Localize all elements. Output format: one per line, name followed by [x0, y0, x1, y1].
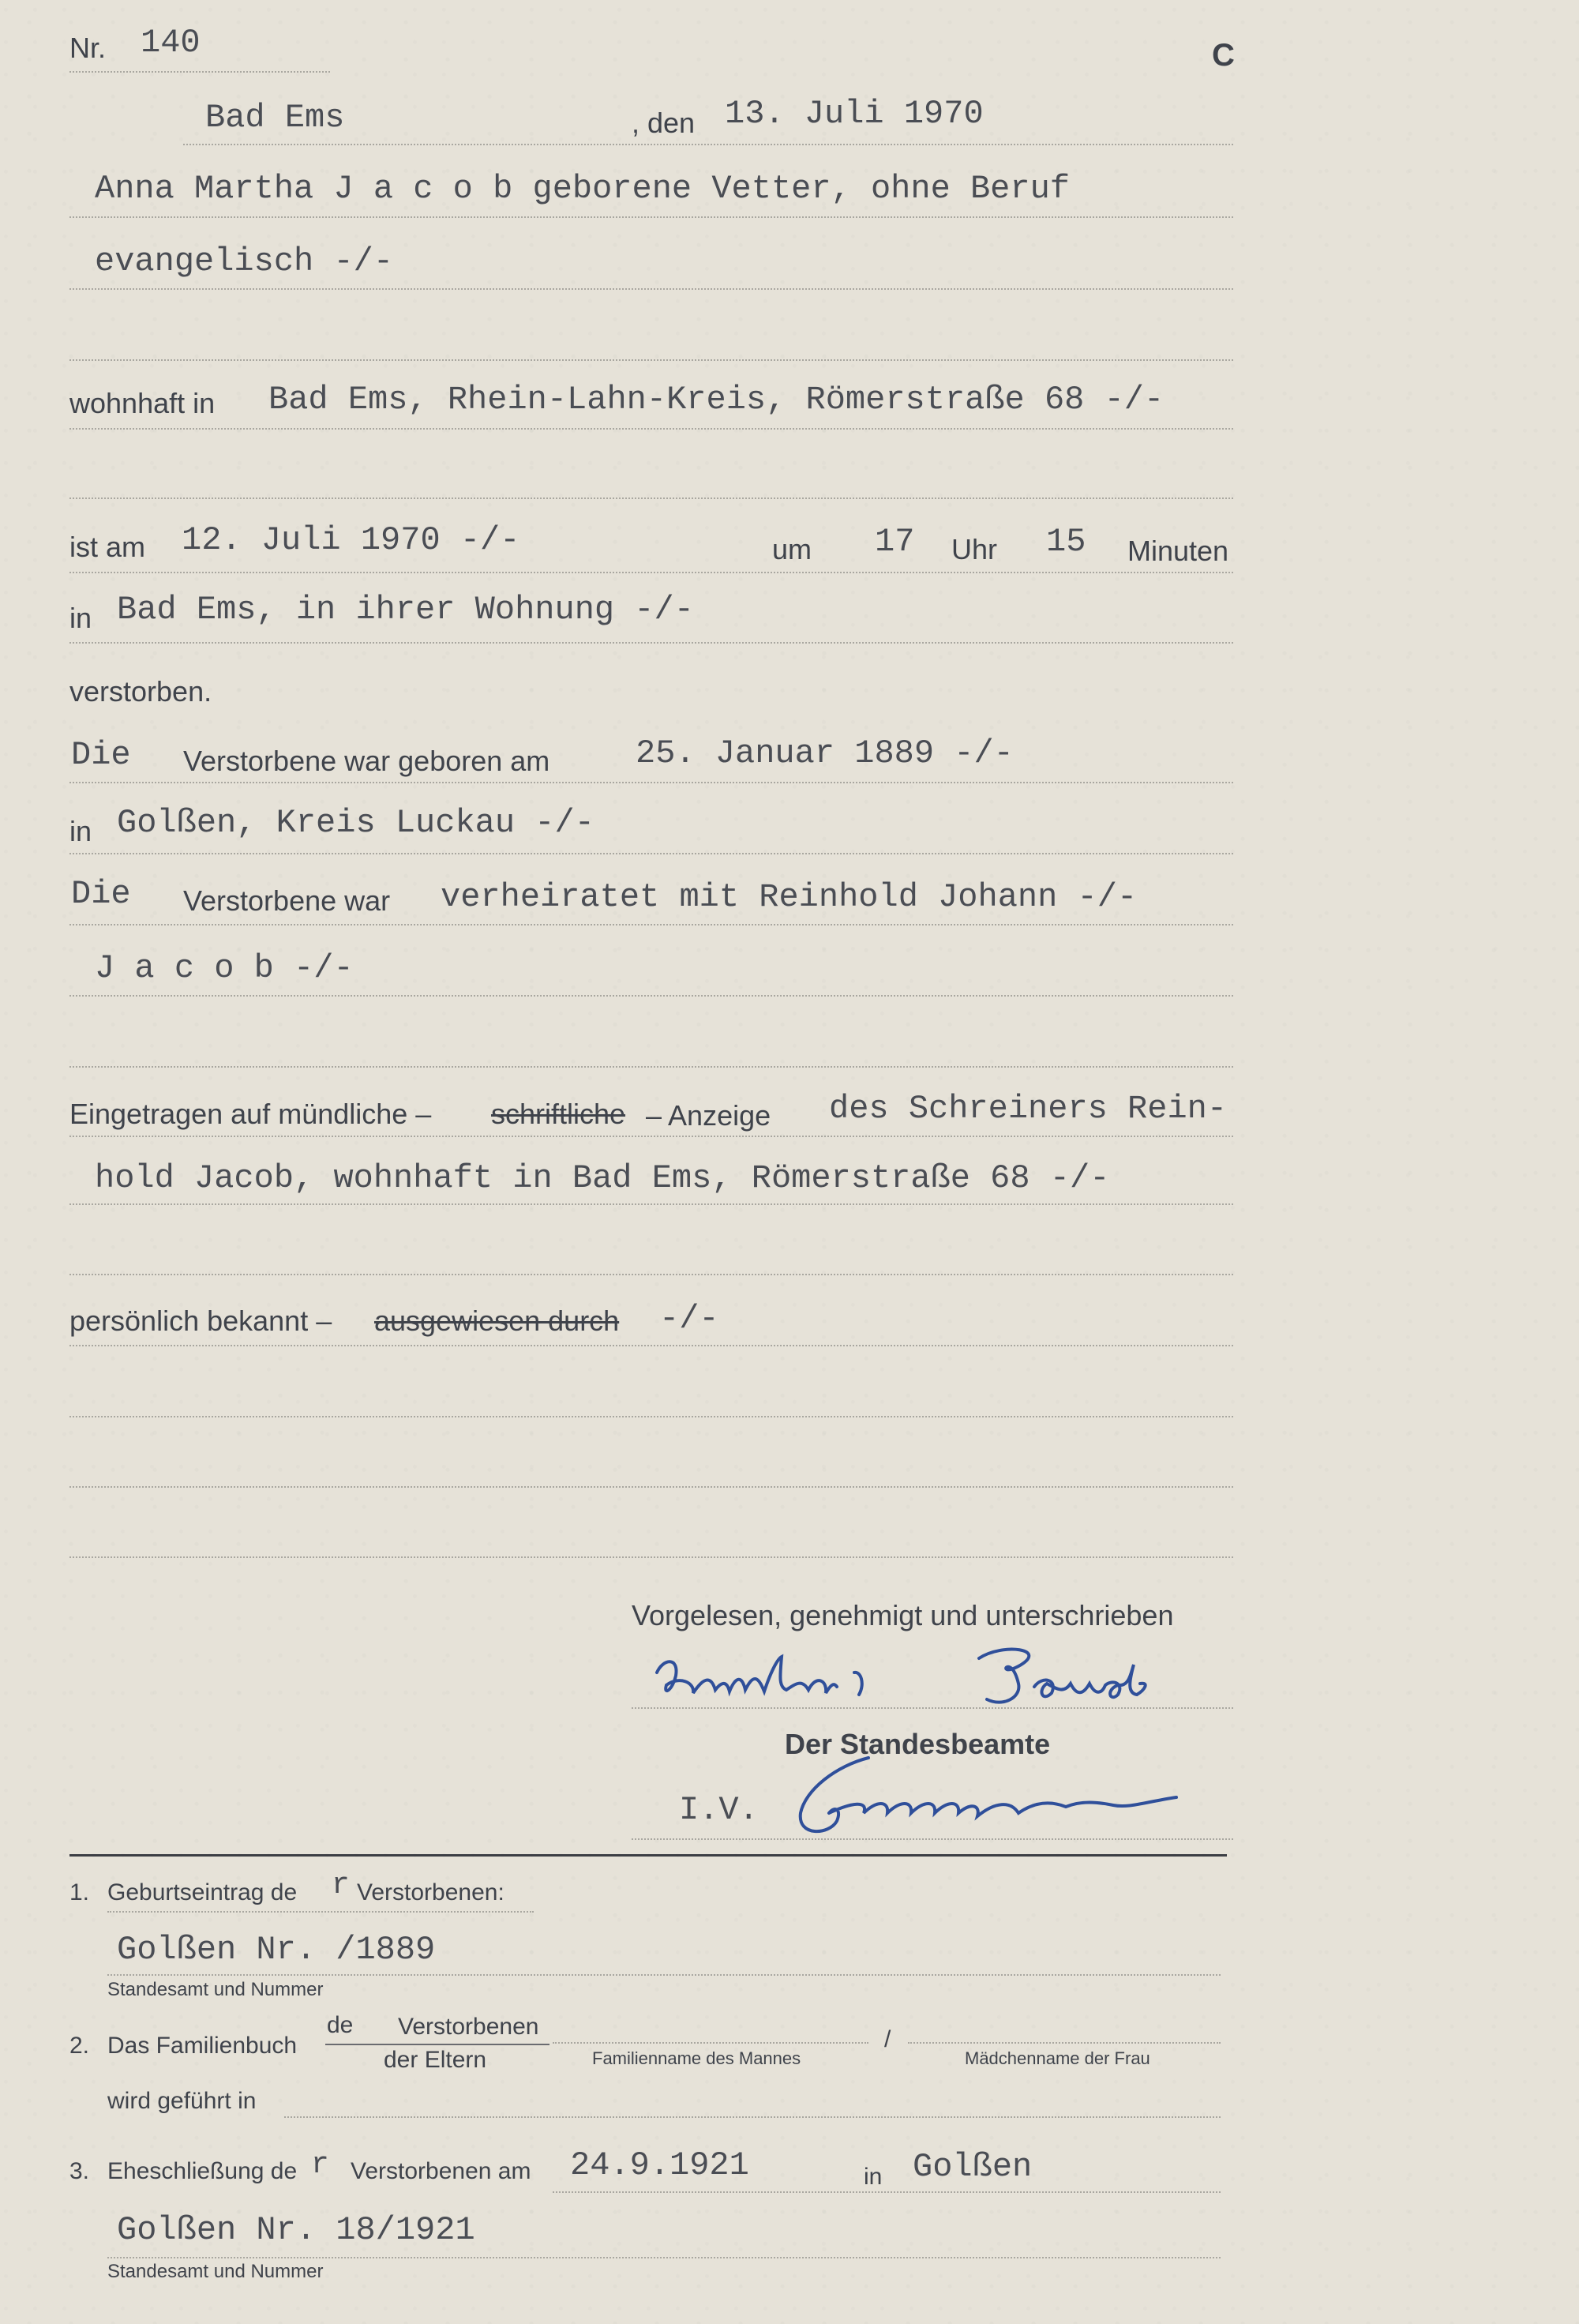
fn3-value: Golßen Nr. 18/1921 — [117, 2211, 475, 2249]
ist-am-label: ist am — [69, 531, 146, 563]
dotted-line — [69, 995, 1233, 997]
place-value: Bad Ems — [205, 99, 345, 137]
dotted-line — [632, 1707, 1233, 1709]
dotted-line — [69, 1066, 1233, 1068]
separator-rule — [69, 1854, 1227, 1857]
fn2-number: 2. — [69, 2033, 90, 2059]
fn1-standesamt-label: Standesamt und Nummer — [107, 1979, 324, 2000]
dotted-line — [69, 288, 1233, 290]
fn2-maedchenname-frau: Mädchenname der Frau — [965, 2048, 1150, 2068]
nr-value: 140 — [141, 24, 201, 62]
death-hour: 17 — [875, 523, 915, 561]
iv-label: I.V. — [679, 1791, 759, 1829]
dotted-line — [69, 428, 1233, 430]
dotted-line — [69, 216, 1233, 218]
dotted-line — [284, 2116, 1221, 2118]
death-minute: 15 — [1046, 523, 1086, 561]
official-label: Der Standesbeamte — [785, 1728, 1051, 1760]
dotted-line — [107, 1974, 1221, 1976]
registration-value-2: hold Jacob, wohnhaft in Bad Ems, Römerstraße 68 -/- — [95, 1159, 1110, 1197]
dotted-line — [69, 1345, 1233, 1346]
dotted-line — [69, 71, 330, 73]
fn2-wird-gefuehrt: wird geführt in — [107, 2088, 257, 2114]
identity-label: persönlich bekannt – — [69, 1305, 332, 1337]
den-label: , den — [632, 107, 696, 139]
registration-value-1: des Schreiners Rein- — [829, 1090, 1228, 1128]
fn2-slash: / — [884, 2026, 891, 2052]
in-label: in — [69, 602, 92, 634]
fn2-familienname-mannes: Familienname des Mannes — [592, 2048, 801, 2068]
birth-label: Verstorbene war geboren am — [183, 745, 550, 777]
registration-label-a: Eingetragen auf mündliche – — [69, 1098, 432, 1130]
dotted-line — [553, 2042, 868, 2044]
minuten-label: Minuten — [1127, 535, 1229, 567]
fn1-number: 1. — [69, 1879, 90, 1905]
birth-place: Golßen, Kreis Luckau -/- — [117, 804, 594, 842]
dotted-line — [69, 572, 1233, 573]
marriage-value-2: J a c o b -/- — [95, 949, 354, 987]
fn1-value: Golßen Nr. /1889 — [117, 1931, 436, 1969]
nr-label: Nr. — [69, 32, 107, 64]
identity-value: -/- — [659, 1300, 719, 1338]
fn1-label-r: r — [332, 1868, 350, 1902]
dotted-line — [69, 1416, 1233, 1417]
signature-2 — [782, 1734, 1192, 1845]
marriage-label: Verstorbene war — [183, 884, 391, 917]
dotted-line — [69, 642, 1233, 644]
dotted-line — [69, 924, 1233, 925]
birth-in-label: in — [69, 815, 92, 847]
dotted-line — [107, 1911, 534, 1913]
fn3-in: in — [864, 2164, 883, 2190]
dotted-line — [69, 497, 1233, 499]
dotted-line — [908, 2042, 1221, 2044]
dotted-line — [69, 1136, 1233, 1137]
dotted-line — [69, 782, 1233, 783]
fn1-label-b: Verstorbenen: — [357, 1879, 504, 1905]
fn2-label: Das Familienbuch — [107, 2033, 298, 2059]
dotted-line — [69, 853, 1233, 854]
fn3-label-a: Eheschließung de — [107, 2158, 298, 2184]
registration-label-struck: schriftliche — [491, 1098, 626, 1130]
person-line-1: Anna Martha J a c o b geborene Vetter, ohne Beruf — [95, 170, 1071, 208]
fn1-label-a: Geburtseintrag de — [107, 1879, 298, 1905]
registration-label-b: – Anzeige — [646, 1099, 771, 1132]
fn3-number: 3. — [69, 2158, 90, 2184]
corner-letter: C — [1212, 38, 1235, 73]
fn3-place: Golßen — [913, 2148, 1033, 2186]
die-label-2: Die — [71, 875, 131, 913]
dotted-line — [69, 1274, 1233, 1275]
birth-date: 25. Januar 1889 -/- — [636, 734, 1014, 772]
uhr-label: Uhr — [951, 533, 998, 565]
date-value: 13. Juli 1970 — [725, 95, 984, 133]
person-line-2: evangelisch -/- — [95, 242, 394, 280]
residence-label: wohnhaft in — [69, 387, 216, 419]
um-label: um — [772, 533, 812, 565]
death-date: 12. Juli 1970 -/- — [182, 521, 520, 559]
dotted-line — [553, 2191, 1221, 2193]
die-label: Die — [71, 736, 131, 774]
dotted-line — [632, 1838, 1233, 1840]
identity-struck: ausgewiesen durch — [374, 1305, 620, 1337]
fn3-label-b: Verstorbenen am — [351, 2158, 531, 2184]
verstorben-label: verstorben. — [69, 675, 212, 708]
fn3-date: 24.9.1921 — [570, 2146, 749, 2184]
dotted-line — [69, 1556, 1233, 1558]
fn3-label-r: r — [311, 2148, 329, 2182]
dotted-line — [183, 144, 1233, 145]
dotted-line — [69, 1203, 1233, 1205]
fn2-verstorbenen: Verstorbenen — [398, 2014, 539, 2040]
fn2-der-eltern: der Eltern — [384, 2047, 487, 2073]
read-approved-label: Vorgelesen, genehmigt und unterschrieben — [632, 1599, 1174, 1631]
fn3-standesamt-label: Standesamt und Nummer — [107, 2261, 324, 2282]
fn2-de: de — [327, 2012, 354, 2038]
marriage-value-1: verheiratet mit Reinhold Johann -/- — [441, 878, 1138, 916]
death-place: Bad Ems, in ihrer Wohnung -/- — [117, 591, 694, 629]
residence-value: Bad Ems, Rhein-Lahn-Kreis, Römerstraße 68 -/- — [268, 381, 1165, 419]
dotted-line — [69, 1486, 1233, 1488]
fraction-line — [325, 2044, 549, 2045]
dotted-line — [107, 2257, 1221, 2258]
dotted-line — [69, 359, 1233, 361]
